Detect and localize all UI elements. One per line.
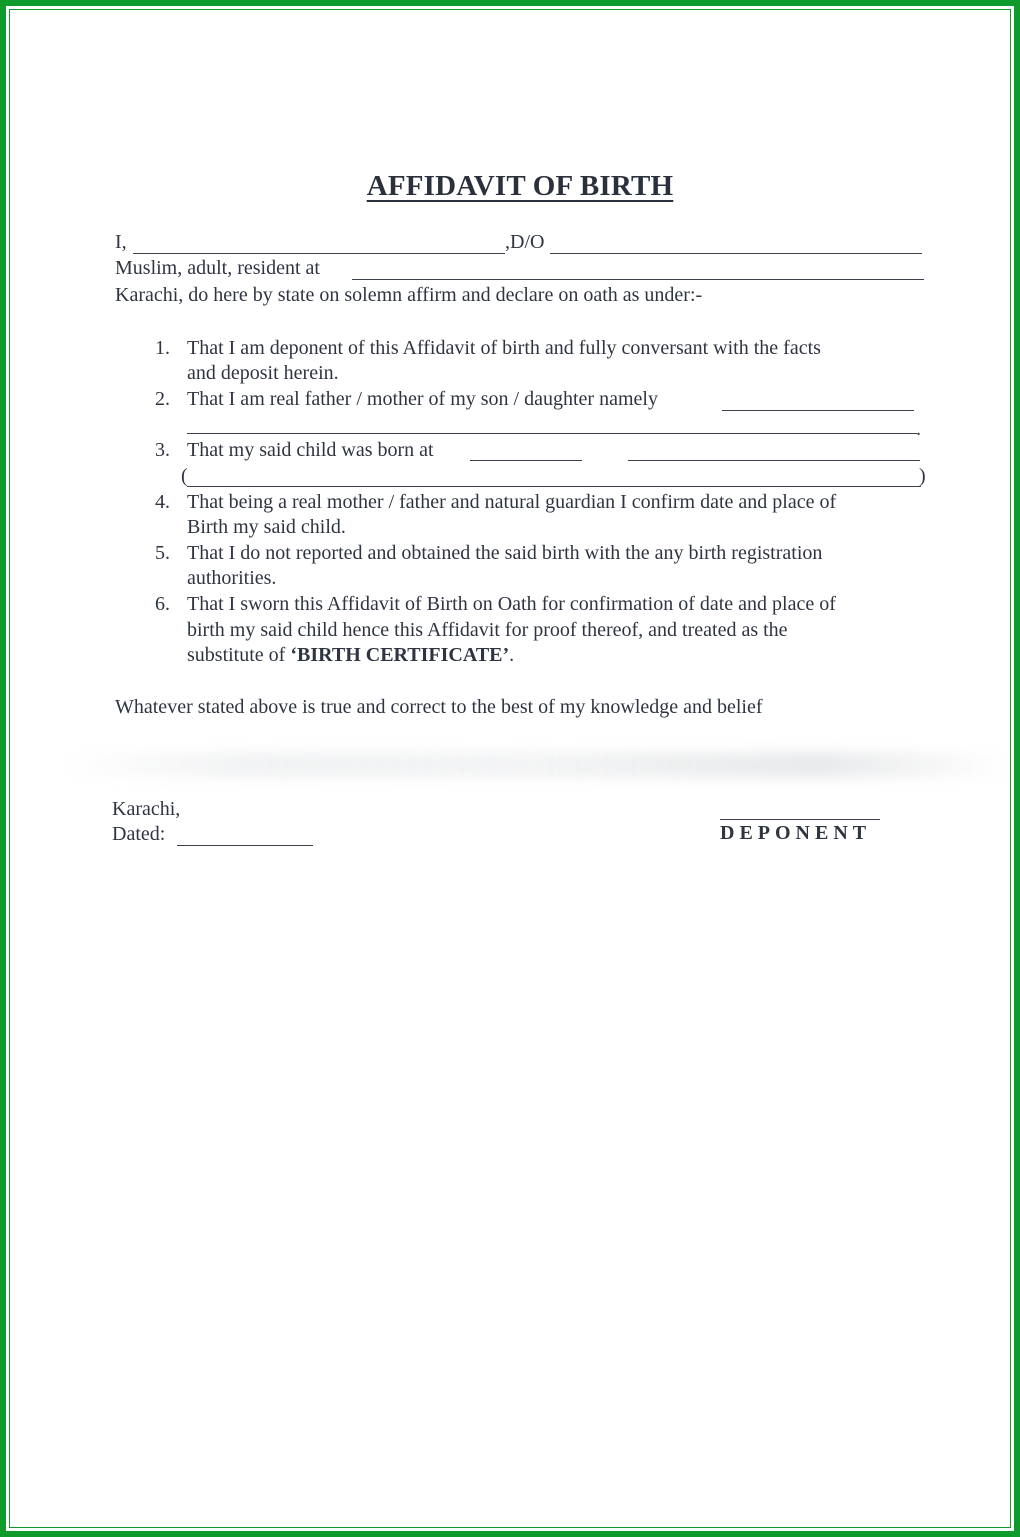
item-6-line2: birth my said child hence this Affidavit for proof thereof, and treated as the xyxy=(187,619,788,641)
item-4-line1: That being a real mother / father and natural guardian I confirm date and place of xyxy=(187,491,837,513)
item-1-line1: That I am deponent of this Affidavit of birth and fully conversant with the facts xyxy=(187,337,821,359)
closing-statement: Whatever stated above is true and correct to the best of my knowledge and belief xyxy=(115,696,763,718)
intro-declaration: Karachi, do here by state on solemn affirm and declare on oath as under:- xyxy=(115,284,703,306)
document-title: AFFIDAVIT OF BIRTH xyxy=(366,170,674,202)
paren-close: ) xyxy=(919,465,926,487)
name-blank[interactable] xyxy=(133,253,505,254)
dated-label: Dated: xyxy=(112,823,166,845)
parent-name-blank[interactable] xyxy=(550,253,922,254)
item-number: 6. xyxy=(155,593,170,615)
item-6-line3 xyxy=(187,643,514,667)
place-label: Karachi, xyxy=(112,798,181,820)
birth-detail-blank[interactable] xyxy=(187,486,921,487)
item-number: 2. xyxy=(155,388,170,410)
signature-line[interactable] xyxy=(720,819,880,820)
do-label: ,D/O xyxy=(505,231,545,253)
date-blank[interactable] xyxy=(177,845,313,846)
item-5-line2: authorities. xyxy=(187,567,277,589)
birth-certificate-label: ‘BIRTH CERTIFICATE’ xyxy=(290,644,510,666)
child-name-blank-2[interactable] xyxy=(187,433,917,434)
child-name-blank[interactable] xyxy=(722,410,914,411)
item-1-line2: and deposit herein. xyxy=(187,362,339,384)
item-number: 4. xyxy=(155,491,170,513)
item-number: 5. xyxy=(155,542,170,564)
item-4-line2: Birth my said child. xyxy=(187,516,346,538)
scan-smudge xyxy=(60,752,1010,778)
item-2-end-period: . xyxy=(916,418,921,440)
item-3-line1: That my said child was born at xyxy=(187,439,434,461)
intro-i-label: I, xyxy=(115,231,127,253)
deponent-label: DEPONENT xyxy=(720,822,872,844)
address-blank[interactable] xyxy=(352,279,924,280)
birth-place-blank[interactable] xyxy=(628,460,920,461)
resident-label: Muslim, adult, resident at xyxy=(115,257,320,279)
item-6-end-period: . xyxy=(509,644,515,666)
item-5-line1: That I do not reported and obtained the said birth with the any birth registration xyxy=(187,542,823,564)
item-number: 3. xyxy=(155,439,170,461)
item-6-line1: That I sworn this Affidavit of Birth on Oath for confirmation of date and place of xyxy=(187,593,836,615)
item-number: 1. xyxy=(155,337,170,359)
paren-open: ( xyxy=(181,465,188,487)
item-6-substitute-text: substitute of xyxy=(187,644,291,666)
item-2-line1: That I am real father / mother of my son / daughter namely xyxy=(187,388,658,410)
birth-date-blank[interactable] xyxy=(470,460,582,461)
